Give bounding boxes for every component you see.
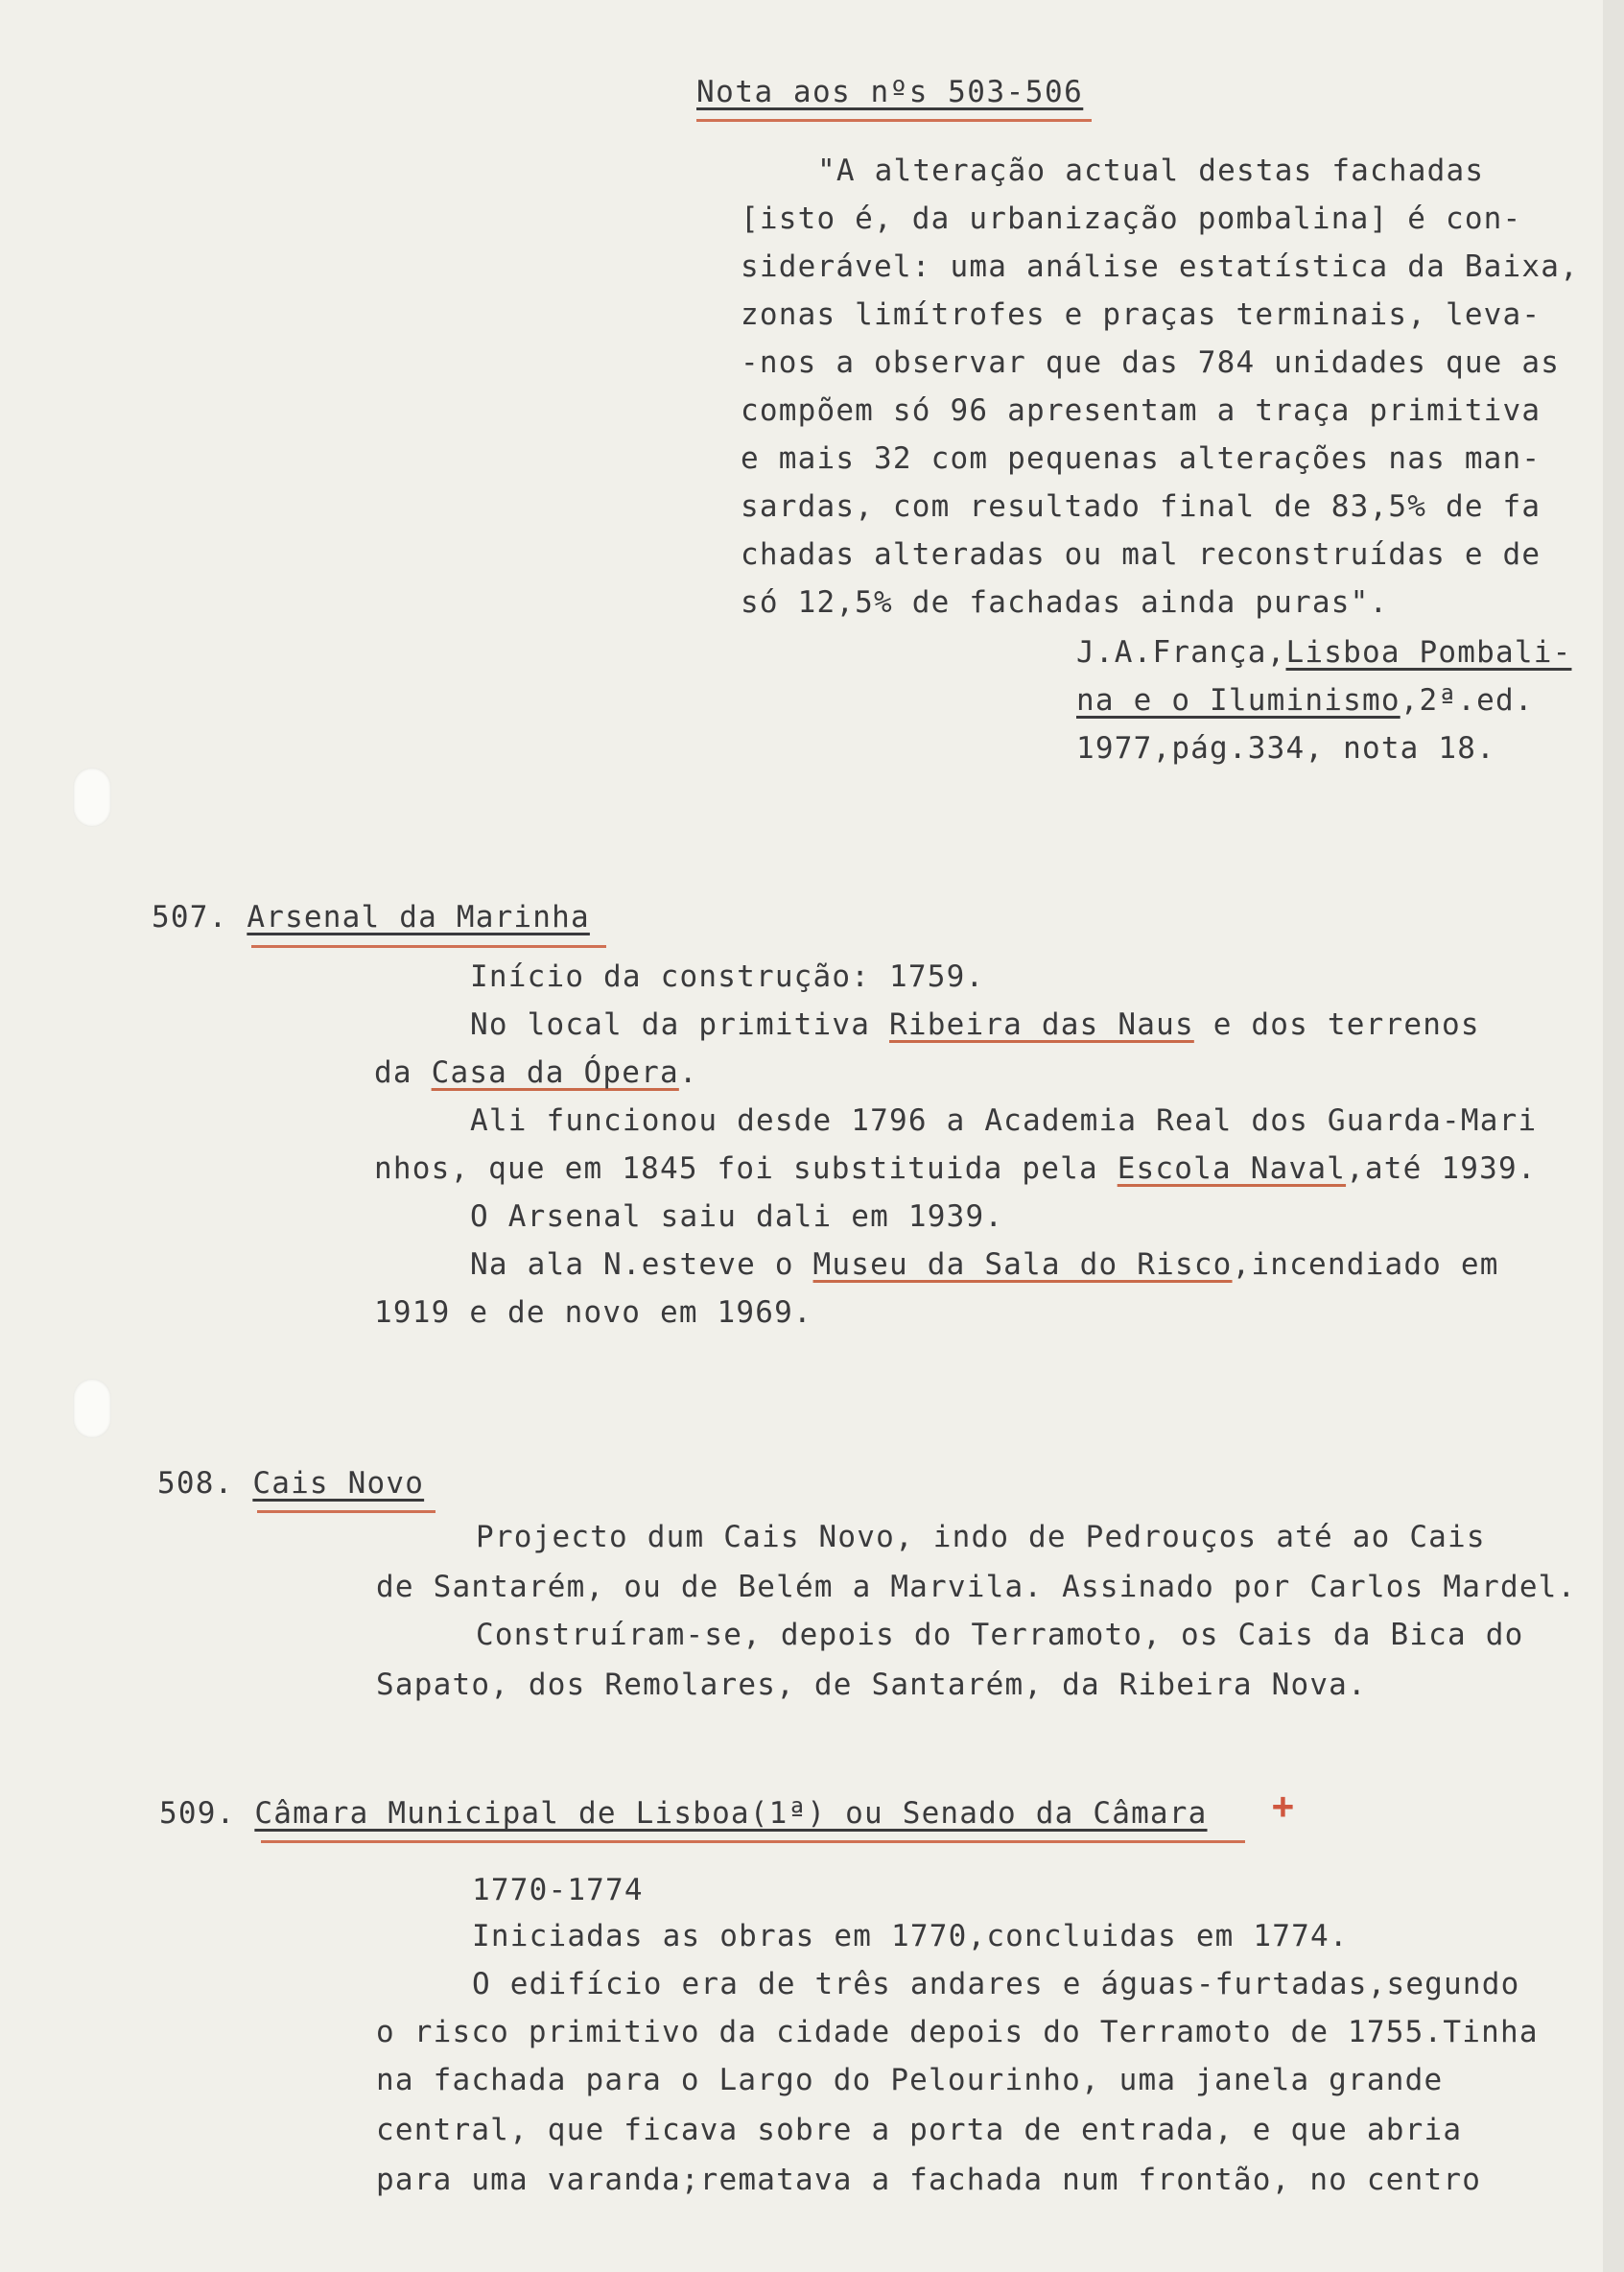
entry-title-rule bbox=[251, 945, 606, 948]
entry-heading bbox=[157, 1464, 424, 1503]
place-name: Escola Naval bbox=[1117, 1151, 1347, 1186]
entry-title: Câmara Municipal de Lisboa(1ª) ou Senado da Câmara bbox=[254, 1796, 1208, 1831]
quote-line: sardas, com resultado final de 83,5% de fa bbox=[741, 489, 1542, 524]
entry-text-line: Construíram-se, depois do Terramoto, os Cais da Bica do bbox=[476, 1618, 1524, 1652]
entry-text-line: o risco primitivo da cidade depois do Terramoto de 1755.Tinha bbox=[376, 2015, 1539, 2049]
entry-text-line: 1770-1774 bbox=[472, 1873, 644, 1907]
note-title-rule bbox=[696, 119, 1092, 122]
place-name: Museu da Sala do Risco bbox=[812, 1247, 1233, 1282]
entry-title-rule bbox=[257, 1510, 435, 1513]
page-edge bbox=[1603, 0, 1624, 2272]
entry-text-line: O edifício era de três andares e águas-furtadas,segundo bbox=[472, 1967, 1520, 2001]
quote-line: -nos a observar que das 784 unidades que as bbox=[741, 345, 1561, 380]
entry-text-line: Iniciadas as obras em 1770,concluidas em 1774. bbox=[472, 1919, 1349, 1953]
entry-title-rule bbox=[261, 1840, 1245, 1843]
entry-heading bbox=[152, 898, 590, 936]
entry-text-line bbox=[374, 1053, 698, 1092]
entry-title: Cais Novo bbox=[252, 1466, 425, 1501]
text-segment: No local da primitiva bbox=[470, 1007, 889, 1042]
entry-text-line: Início da construção: 1759. bbox=[470, 959, 985, 994]
entry-number: 507. bbox=[152, 900, 228, 935]
entry-text-line bbox=[470, 1245, 1499, 1284]
citation-line bbox=[1076, 633, 1571, 672]
text-segment: ,até 1939. bbox=[1346, 1151, 1537, 1186]
entry-text-line: para uma varanda;rematava a fachada num frontão, no centro bbox=[376, 2163, 1482, 2197]
entry-text-line: central, que ficava sobre a porta de entrada, e que abria bbox=[376, 2113, 1463, 2147]
quote-line: chadas alteradas ou mal reconstruídas e de bbox=[741, 537, 1542, 572]
entry-text-line: na fachada para o Largo do Pelourinho, uma janela grande bbox=[376, 2063, 1444, 2097]
citation-title: Lisboa Pombali- bbox=[1285, 635, 1572, 670]
quote-line: "A alteração actual destas fachadas bbox=[817, 154, 1485, 188]
quote-line: zonas limítrofes e praças terminais, leva- bbox=[741, 297, 1542, 332]
entry-text-line: Ali funcionou desde 1796 a Academia Real dos Guarda-Mari bbox=[470, 1103, 1538, 1138]
place-name: Ribeira das Naus bbox=[889, 1007, 1194, 1042]
quote-line: siderável: uma análise estatística da Baixa, bbox=[741, 249, 1579, 284]
citation-line bbox=[1076, 681, 1534, 720]
quote-line: e mais 32 com pequenas alterações nas man- bbox=[741, 441, 1542, 476]
entry-text-line: Sapato, dos Remolares, de Santarém, da Ribeira Nova. bbox=[376, 1668, 1367, 1702]
quote-line: compõem só 96 apresentam a traça primitiva bbox=[741, 393, 1542, 428]
citation-title: na e o Iluminismo bbox=[1076, 683, 1400, 718]
citation-line: 1977,pág.334, nota 18. bbox=[1076, 731, 1495, 766]
citation-author: J.A.França, bbox=[1076, 635, 1286, 670]
text-segment: . bbox=[678, 1055, 698, 1090]
entry-text-line: O Arsenal saiu dali em 1939. bbox=[470, 1199, 1004, 1234]
cross-mark: + bbox=[1272, 1785, 1294, 1827]
text-segment: Na ala N.esteve o bbox=[470, 1247, 813, 1282]
place-name: Casa da Ópera bbox=[431, 1055, 679, 1090]
text-segment: e dos terrenos bbox=[1193, 1007, 1480, 1042]
entry-text-line: de Santarém, ou de Belém a Marvila. Assinado por Carlos Mardel. bbox=[376, 1570, 1577, 1604]
entry-heading bbox=[159, 1794, 1208, 1833]
entry-number: 508. bbox=[157, 1466, 234, 1501]
punch-hole bbox=[73, 1379, 111, 1438]
note-title: Nota aos nºs 503-506 bbox=[696, 75, 1084, 109]
quote-line: [isto é, da urbanização pombalina] é con- bbox=[741, 201, 1522, 236]
punch-hole bbox=[73, 768, 111, 827]
entry-text-line: Projecto dum Cais Novo, indo de Pedrouços até ao Cais bbox=[476, 1520, 1486, 1554]
text-segment: da bbox=[374, 1055, 432, 1090]
entry-text-line bbox=[470, 1006, 1480, 1044]
text-segment: nhos, que em 1845 foi substituida pela bbox=[374, 1151, 1118, 1186]
entry-text-line: 1919 e de novo em 1969. bbox=[374, 1295, 812, 1330]
citation-edition: ,2ª.ed. bbox=[1400, 683, 1534, 718]
entry-text-line bbox=[374, 1149, 1537, 1188]
entry-title: Arsenal da Marinha bbox=[247, 900, 590, 935]
entry-number: 509. bbox=[159, 1796, 236, 1831]
quote-line: só 12,5% de fachadas ainda puras". bbox=[741, 585, 1389, 620]
text-segment: ,incendiado em bbox=[1232, 1247, 1499, 1282]
